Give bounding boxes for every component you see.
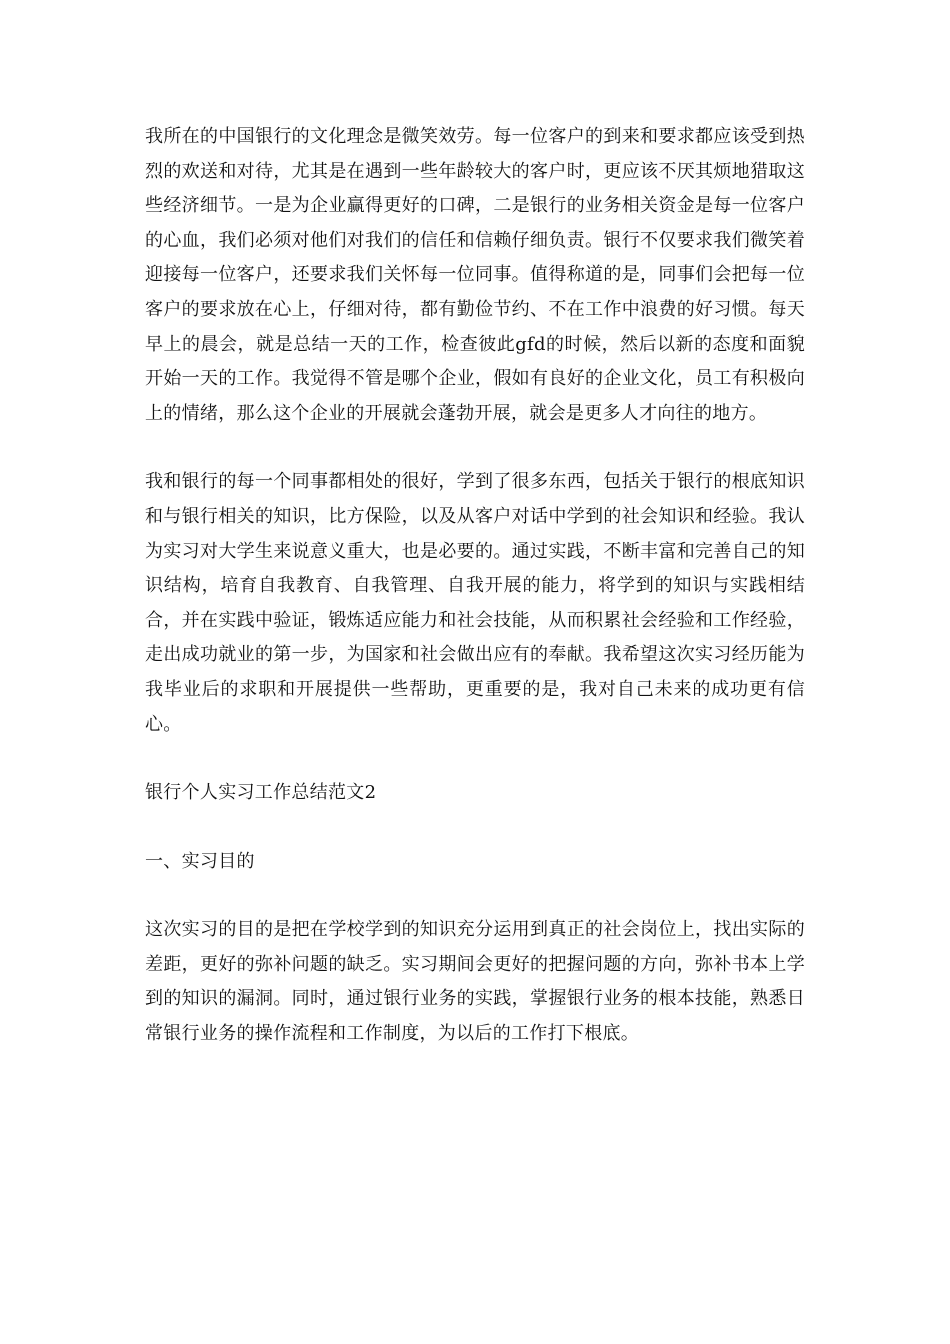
subsection-title-internship-purpose: 一、实习目的: [145, 850, 255, 872]
section-title: 银行个人实习工作总结范文2: [145, 782, 377, 804]
paragraph-colleagues-and-learning: 我和银行的每一个同事都相处的很好，学到了很多东西，包括关于银行的根底知识和与银行相关的知识，比方保险，以及从客户对话中学到的社会知识和经验。我认为实习对大学生来说意义重大，也是必要的。通过实践，不断丰富和完善自己的知识结构，培育自我教育、自我管理、自我开展的能力，将学到的知识与实践相结合，并在实践中验证，锻炼适应能力和社会技能，从而积累社会经验和工作经验，走出成功就业的第一步，为国家和社会做出应有的奉献。我希望这次实习经历能为我毕业后的求职和开展提供一些帮助，更重要的是，我对自己未来的成功更有信心。: [145, 471, 805, 735]
document-body: [145, 120, 805, 1052]
paragraph-internship-purpose: 这次实习的目的是把在学校学到的知识充分运用到真正的社会岗位上，找出实际的差距，更好的弥补问题的缺乏。实习期间会更好的把握问题的方向，弥补书本上学到的知识的漏洞。同时，通过银行业务的实践，掌握银行业务的根本技能，熟悉日常银行业务的操作流程和工作制度，为以后的工作打下根底。: [145, 919, 805, 1045]
paragraph-bank-culture: 我所在的中国银行的文化理念是微笑效劳。每一位客户的到来和要求都应该受到热烈的欢送和对待，尤其是在遇到一些年龄较大的客户时，更应该不厌其烦地猎取这些经济细节。一是为企业赢得更好的口碑，二是银行的业务相关资金是每一位客户的心血，我们必须对他们对我们的信任和信赖仔细负责。银行不仅要求我们微笑着迎接每一位客户，还要求我们关怀每一位同事。值得称道的是，同事们会把每一位客户的要求放在心上，仔细对待，都有勤俭节约、不在工作中浪费的好习惯。每天早上的晨会，就是总结一天的工作，检查彼此gfd的时候，然后以新的态度和面貌开始一天的工作。我觉得不管是哪个企业，假如有良好的企业文化，员工有积极向上的情绪，那么这个企业的开展就会蓬勃开展，就会是更多人才向往的地方。: [145, 126, 805, 424]
